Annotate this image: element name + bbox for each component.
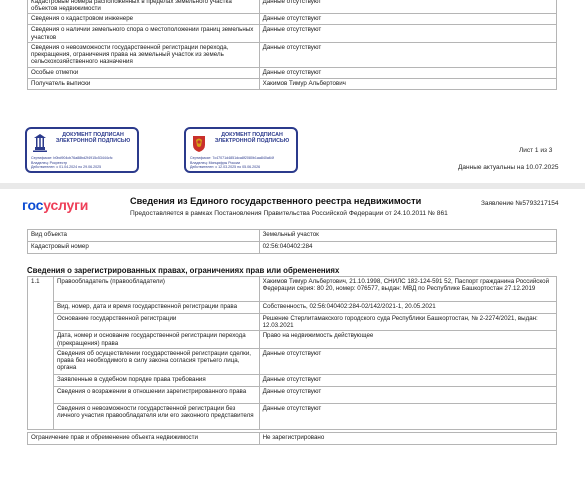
- sheet-number: Лист 1 из 3: [519, 147, 553, 154]
- stamp-validity: Действителен: с 01.04.2024 по 29.06.2025: [31, 165, 102, 170]
- page-title: Сведения из Единого государственного реестра недвижимости: [130, 196, 422, 206]
- stamp-certificate: Сертификат: b0bd904cb76a88bd2f4915c53444cfc: [31, 156, 113, 160]
- row-label: Вид объекта: [28, 230, 260, 242]
- stamp-info: [190, 156, 292, 170]
- table-row: [28, 78, 557, 89]
- row-value: Данные отсутствуют: [259, 67, 556, 78]
- rights-index: 1.1: [28, 277, 54, 430]
- row-label: Дата, номер и основание государственной регистрации перехода (прекращения) права: [53, 331, 259, 348]
- row-value: Данные отсутствуют: [259, 25, 556, 42]
- data-actual-date: Данные актуальны на 10.07.2025: [458, 164, 559, 171]
- row-value: Не зарегистрировано: [259, 433, 556, 445]
- rosreestr-emblem-icon: [32, 133, 48, 153]
- request-number: Заявление №5793217154: [481, 200, 559, 207]
- row-label: Сведения о наличии земельного спора о местоположении границ земельных участков: [28, 25, 260, 42]
- table-row: [28, 25, 557, 42]
- property-info-table: [27, 0, 557, 90]
- row-label: Правообладатель (правообладатели): [53, 277, 259, 302]
- row-label: Сведения о невозможности государственной регистрации перехода, прекращения, ограничения права на земельный участок из земель сельскохозяйственного назначения: [28, 42, 260, 67]
- row-value: Данные отсутствуют: [259, 348, 556, 374]
- row-label: Получатель выписки: [28, 78, 260, 89]
- row-value: Право на недвижимость действующее: [259, 331, 556, 348]
- row-label: Ограничение прав и обременение объекта недвижимости: [28, 433, 260, 445]
- row-label: Сведения о невозможности государственной регистрации без личного участия правообладателя или его законного представителя: [53, 403, 259, 429]
- table-row: [28, 230, 557, 242]
- row-value: Данные отсутствуют: [259, 403, 556, 429]
- row-label: Сведения о возражении в отношении зарегистрированного права: [53, 386, 259, 403]
- document-page-1: [0, 0, 585, 183]
- row-label: Основание государственной регистрации: [53, 314, 259, 331]
- table-row: [28, 374, 557, 386]
- coat-of-arms-icon: [191, 133, 207, 153]
- stamp-title: ДОКУМЕНТ ПОДПИСАН ЭЛЕКТРОННОЙ ПОДПИСЬЮ: [214, 132, 290, 144]
- row-label: Сведения о кадастровом инженере: [28, 14, 260, 25]
- table-row: [28, 277, 557, 302]
- stamp-validity: Действителен: с 12.03.2025 по 05.06.2026: [190, 165, 261, 170]
- row-value: Данные отсутствуют: [259, 0, 556, 14]
- table-row: [28, 331, 557, 348]
- page-subtitle: Предоставляется в рамках Постановления Правительства Российской Федерации от 24.10.2011 № 861: [130, 210, 448, 217]
- e-signature-stamp-mintsifry: [184, 127, 298, 173]
- table-row: [28, 42, 557, 67]
- row-value: Хакимов Тимур Альбертович: [259, 78, 556, 89]
- table-row: [28, 386, 557, 403]
- row-label: Кадастровый номер: [28, 242, 260, 254]
- document-page-2: [0, 189, 585, 480]
- stamp-owner: Владелец: Минцифры России: [190, 160, 241, 165]
- row-label: Сведения об осуществлении государственной регистрации сделки, права без необходимого в силу закона согласия третьего лица, органа: [53, 348, 259, 374]
- table-row: [28, 0, 557, 14]
- table-row: [28, 14, 557, 25]
- restriction-table: [27, 432, 557, 445]
- table-row: [28, 302, 557, 314]
- section-title: Сведения о зарегистрированных правах, ограничениях прав или обременениях: [27, 266, 340, 275]
- row-value: Хакимов Тимур Альбертович, 21.10.1998, СНИЛС 182-124-591 52, Паспорт гражданина Российской Федерации серия: 80 20, номер: 076577, выдан: МВД по Республике Башкортостан 27.12.2019: [259, 277, 556, 302]
- stamp-info: [31, 156, 133, 170]
- row-value: Решение Стерлитамакского городского суда Республики Башкортостан, № 2-2274/2021, выдан: 12.03.2021: [259, 314, 556, 331]
- table-row: [28, 67, 557, 78]
- stamp-owner: Владелец: Росреестр: [31, 160, 68, 165]
- table-row: [28, 242, 557, 254]
- table-row: [28, 433, 557, 445]
- row-value: Данные отсутствуют: [259, 14, 556, 25]
- logo-part-gos: гос: [22, 197, 44, 213]
- row-label: Вид, номер, дата и время государственной регистрации права: [53, 302, 259, 314]
- table-row: [28, 403, 557, 429]
- logo-part-uslugi: услуги: [43, 197, 89, 213]
- row-label: Заявленные в судебном порядке права требования: [53, 374, 259, 386]
- row-value: Данные отсутствуют: [259, 42, 556, 67]
- object-table: [27, 229, 557, 254]
- gosuslugi-logo: [22, 197, 88, 213]
- row-value: Земельный участок: [259, 230, 556, 242]
- row-value: Данные отсутствуют: [259, 386, 556, 403]
- stamp-certificate: Сертификат: 7c47071d4851dca8f2080b1aa840a64f: [190, 156, 274, 160]
- table-row: [28, 314, 557, 331]
- row-value: 02:56:040402:284: [259, 242, 556, 254]
- rights-table: [27, 276, 557, 430]
- e-signature-stamp-rosreestr: [25, 127, 139, 173]
- row-value: Данные отсутствуют: [259, 374, 556, 386]
- row-label: Кадастровые номера расположенных в пределах земельного участка объектов недвижимости: [28, 0, 260, 14]
- row-label: Особые отметки: [28, 67, 260, 78]
- table-row: [28, 348, 557, 374]
- row-value: Собственность, 02:56:040402:284-02/142/2021-1, 20.05.2021: [259, 302, 556, 314]
- stamp-title: ДОКУМЕНТ ПОДПИСАН ЭЛЕКТРОННОЙ ПОДПИСЬЮ: [55, 132, 131, 144]
